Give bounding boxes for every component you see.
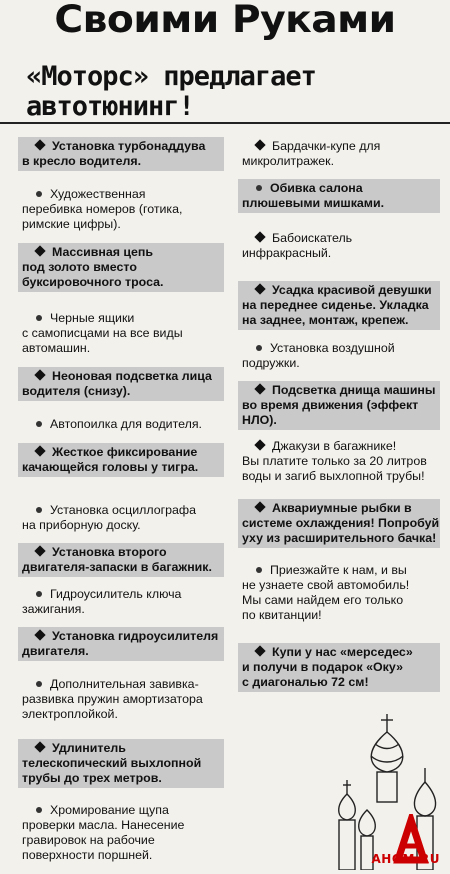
item-line-text: микролитражек. [242,154,335,168]
left-column-item [18,443,224,477]
item-line [22,417,220,432]
item-line [22,260,220,275]
item-line [22,518,220,533]
right-column-item [238,643,440,692]
right-column-item [238,381,440,430]
item-line-text: Джакузи в багажнике! [272,439,397,453]
item-line-text: проверки масла. Нанесение [22,818,185,832]
right-column-item [238,339,440,373]
left-column-item [18,675,224,724]
item-line-text: Жесткое фиксирование [52,445,198,459]
left-column-item [18,543,224,577]
item-line-text: Установка второго [52,545,167,559]
item-line [22,326,220,341]
left-column-item [18,501,224,535]
diamond-bullet-icon [34,629,45,640]
diamond-bullet-icon [34,245,45,256]
item-line [22,445,220,460]
item-line [242,341,436,356]
item-line [242,675,436,690]
item-line-text: воды и загиб выхлопной трубы! [242,469,425,483]
item-line-text: Мы сами найдем его только [242,593,404,607]
item-line [22,629,220,644]
diamond-bullet-icon [254,439,265,450]
item-line-text: телескопический выхлопной [22,756,202,770]
item-line-text: и получи в подарок «Оку» [242,660,403,674]
right-column-item [238,499,440,548]
item-line [22,771,220,786]
item-line-text: Купи у нас «мерседес» [272,645,413,659]
item-line [22,217,220,232]
item-line [22,311,220,326]
item-line-text: развивка пружин амортизатора [22,692,203,706]
item-line [242,645,436,660]
item-line [242,383,436,398]
item-line-text: Черные ящики [50,311,135,325]
watermark-text: AHOM.RU [371,852,440,866]
item-line-text: двигателя. [22,644,89,658]
left-column-item [18,415,224,434]
item-line-text: во время движения (эффект [242,398,419,412]
item-line-text: Дополнительная завивка- [50,677,199,691]
item-line-text: Художественная [50,187,146,201]
dot-bullet-icon [256,345,262,351]
item-line [22,139,220,154]
item-line [242,454,436,469]
item-line [242,246,436,261]
right-column-item [238,179,440,213]
item-line-text: Автопоилка для водителя. [50,417,203,431]
item-line [242,139,436,154]
item-line [242,608,436,623]
diamond-bullet-icon [34,139,45,150]
item-line-text: двигателя-запаски в багажник. [22,560,212,574]
left-column-item [18,367,224,401]
left-column-item [18,585,224,619]
item-line-text: гравировок на рабочие [22,833,155,847]
item-line-text: поверхности поршней. [22,848,153,862]
item-line [242,660,436,675]
diamond-bullet-icon [254,231,265,242]
item-line [242,531,436,546]
dot-bullet-icon [36,421,42,427]
item-line-text: Обивка салона [270,181,363,195]
diamond-bullet-icon [34,369,45,380]
item-line-text: НЛО). [242,413,277,427]
item-line-text: Установка гидроусилителя [52,629,219,643]
item-line-text: Хромирование щупа [50,803,169,817]
dot-bullet-icon [36,315,42,321]
diamond-bullet-icon [254,501,265,512]
item-line-text: Аквариумные рыбки в [272,501,412,515]
diamond-bullet-icon [34,545,45,556]
item-line [242,501,436,516]
item-line-text: буксировочного троса. [22,275,164,289]
item-line [22,202,220,217]
item-line [22,460,220,475]
item-line [22,560,220,575]
dot-bullet-icon [36,681,42,687]
item-line-text: зажигания. [22,602,85,616]
item-line-text: не узнаете свой автомобиль! [242,578,410,592]
item-line [242,439,436,454]
dot-bullet-icon [36,191,42,197]
item-line [22,602,220,617]
page-subtitle [26,62,446,122]
item-line-text: на переднее сиденье. Укладка [242,298,429,312]
item-line-text: Удлинитель [52,741,126,755]
right-column-item [238,137,440,171]
item-line-text: на приборную доску. [22,518,141,532]
right-column-item [238,561,440,625]
diamond-bullet-icon [254,645,265,656]
item-line-text: Подсветка днища машины [272,383,436,397]
item-line [22,833,220,848]
item-line [22,187,220,202]
item-line [22,692,220,707]
item-line-text: римские цифры). [22,217,121,231]
item-line-text: Гидроусилитель ключа [50,587,182,601]
left-column-item [18,185,224,234]
item-line [242,283,436,298]
right-column-item [238,229,440,263]
item-line-text: подружки. [242,356,300,370]
item-line-text: Усадка красивой девушки [272,283,432,297]
item-line-text: Бардачки-купе для [272,139,381,153]
item-line-text: уху из расширительного бачка! [242,531,437,545]
item-line-text: системе охлаждения! Попробуй [242,516,440,530]
header-divider [0,122,450,124]
item-line [22,341,220,356]
item-line [242,563,436,578]
item-line-text: инфракрасный. [242,246,332,260]
item-line [242,196,436,211]
diamond-bullet-icon [34,741,45,752]
dot-bullet-icon [256,567,262,573]
item-line [22,245,220,260]
dot-bullet-icon [36,807,42,813]
item-line-text: трубы до трех метров. [22,771,162,785]
item-line-text: автомашин. [22,341,91,355]
item-line [22,275,220,290]
item-line [22,587,220,602]
item-line [22,803,220,818]
item-line [242,313,436,328]
item-line [22,741,220,756]
subtitle-line-2: автотюнинг! [26,91,194,122]
item-line [22,384,220,399]
subtitle-line-1: «Моторс» предлагает [26,61,316,92]
item-line [242,298,436,313]
item-line-text: водителя (снизу). [22,384,131,398]
item-line [22,644,220,659]
item-line [242,398,436,413]
right-column-item [238,281,440,330]
item-line-text: по квитанции! [242,608,322,622]
item-line-text: на заднее, монтаж, крепеж. [242,313,409,327]
item-line-text: электроплойкой. [22,707,118,721]
left-column-item [18,801,224,865]
item-line [242,154,436,169]
left-column-item [18,627,224,661]
dot-bullet-icon [36,591,42,597]
item-line-text: качающейся головы у тигра. [22,460,199,474]
dot-bullet-icon [256,185,262,191]
item-line [242,578,436,593]
item-line [242,516,440,531]
diamond-bullet-icon [254,283,265,294]
item-line-text: Установка осциллографа [50,503,196,517]
left-column-item [18,137,224,171]
item-line-text: Бабоискатель [272,231,353,245]
item-line-text: в кресло водителя. [22,154,142,168]
item-line-text: с диагональю 72 см! [242,675,369,689]
right-column-item [238,437,440,486]
item-line [22,848,220,863]
page-title: Своими Руками [54,0,396,41]
item-line [22,818,220,833]
item-line [22,756,220,771]
dot-bullet-icon [36,507,42,513]
item-line [242,469,436,484]
left-column-item [18,243,224,292]
item-line-text: Вы платите только за 20 литров [242,454,427,468]
diamond-bullet-icon [254,139,265,150]
item-line-text: Установка турбонаддува [52,139,206,153]
diamond-bullet-icon [34,445,45,456]
item-line [22,545,220,560]
item-line [22,369,220,384]
item-line-text: Приезжайте к нам, и вы [270,563,407,577]
item-line-text: Массивная цепь [52,245,154,259]
item-line-text: под золото вместо [22,260,137,274]
item-line-text: плюшевыми мишками. [242,196,385,210]
item-line [22,677,220,692]
item-line [22,707,220,722]
item-line [242,356,436,371]
diamond-bullet-icon [254,383,265,394]
item-line-text: перебивка номеров (готика, [22,202,183,216]
left-column-item [18,309,224,358]
item-line [242,231,436,246]
item-line-text: Установка воздушной [270,341,395,355]
item-line [242,181,436,196]
left-column-item [18,739,224,788]
item-line-text: Неоновая подсветка лица [52,369,212,383]
item-line [22,503,220,518]
item-line [242,413,436,428]
item-line [22,154,220,169]
item-line [242,593,436,608]
item-line-text: с самописцами на все виды [22,326,183,340]
